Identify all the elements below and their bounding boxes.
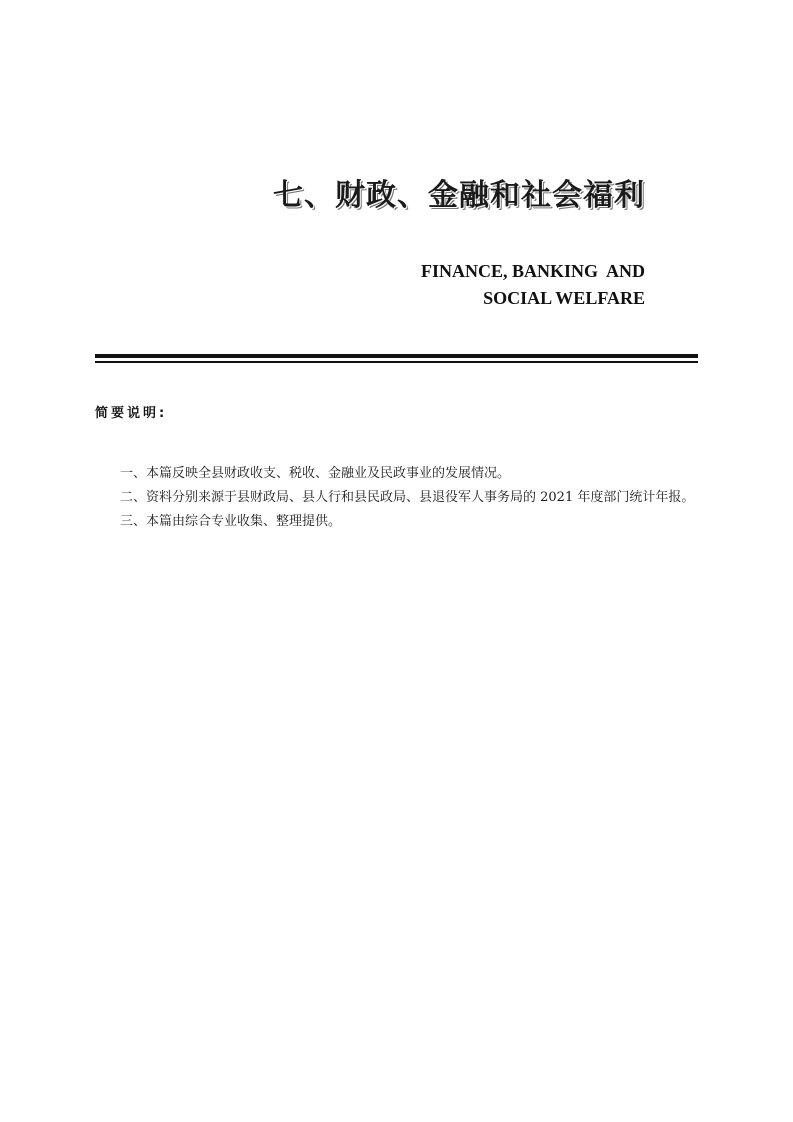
english-title-line-1: FINANCE, BANKING AND — [420, 261, 645, 281]
summary-notes — [120, 462, 695, 534]
english-title-line-2: SOCIAL WELFARE — [483, 288, 645, 308]
note-item-1: 一、本篇反映全县财政收支、税收、金融业及民政事业的发展情况。 — [120, 466, 511, 481]
note-item-2: 二、资料分别来源于县财政局、县人行和县民政局、县退役军人事务局的 2021 年度部门统计年报。 — [120, 490, 695, 505]
summary-heading: 简要说明: — [95, 406, 168, 421]
note-item-3: 三、本篇由综合专业收集、整理提供。 — [120, 514, 342, 529]
divider-thick — [95, 354, 698, 358]
divider-thin — [95, 361, 698, 363]
english-title — [421, 258, 645, 312]
chapter-title: 七、财政、金融和社会福利 — [273, 178, 645, 213]
